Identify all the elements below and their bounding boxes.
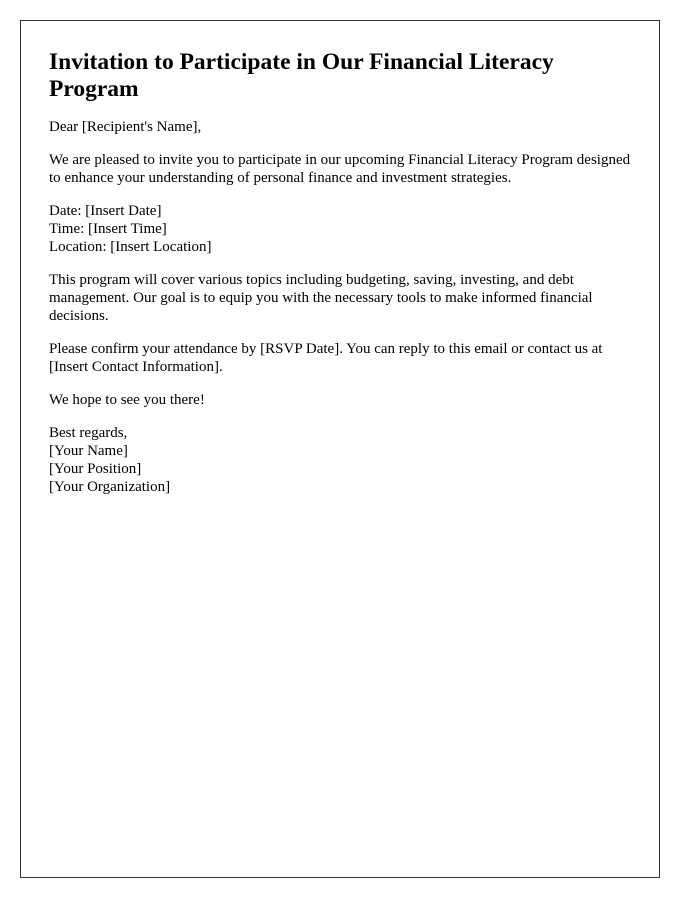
rsvp-paragraph: Please confirm your attendance by [RSVP Date]. You can reply to this email or contact us at [Insert Contact Information]. [49,341,603,375]
letter-page [20,20,660,878]
event-location: Location: [Insert Location] [49,239,212,255]
sender-position: [Your Position] [49,461,142,477]
sender-name: [Your Name] [49,443,128,459]
event-date: Date: [Insert Date] [49,203,162,219]
intro-paragraph: We are pleased to invite you to participate in our upcoming Financial Literacy Program designed to enhance your understanding of personal finance and investment strategies. [49,152,631,186]
greeting: Dear [Recipient's Name], [49,119,202,135]
letter-body [49,49,639,511]
event-time: Time: [Insert Time] [49,221,167,237]
signature-block [49,424,639,496]
event-details [49,202,639,256]
sender-organization: [Your Organization] [49,479,171,495]
letter-title: Invitation to Participate in Our Financial Literacy Program [49,49,554,102]
program-description: This program will cover various topics including budgeting, saving, investing, and debt management. Our goal is to equip you with the necessary tools to make informed financial decisions. [49,272,593,324]
signoff-regards: Best regards, [49,425,128,441]
closing-hope: We hope to see you there! [49,392,205,408]
